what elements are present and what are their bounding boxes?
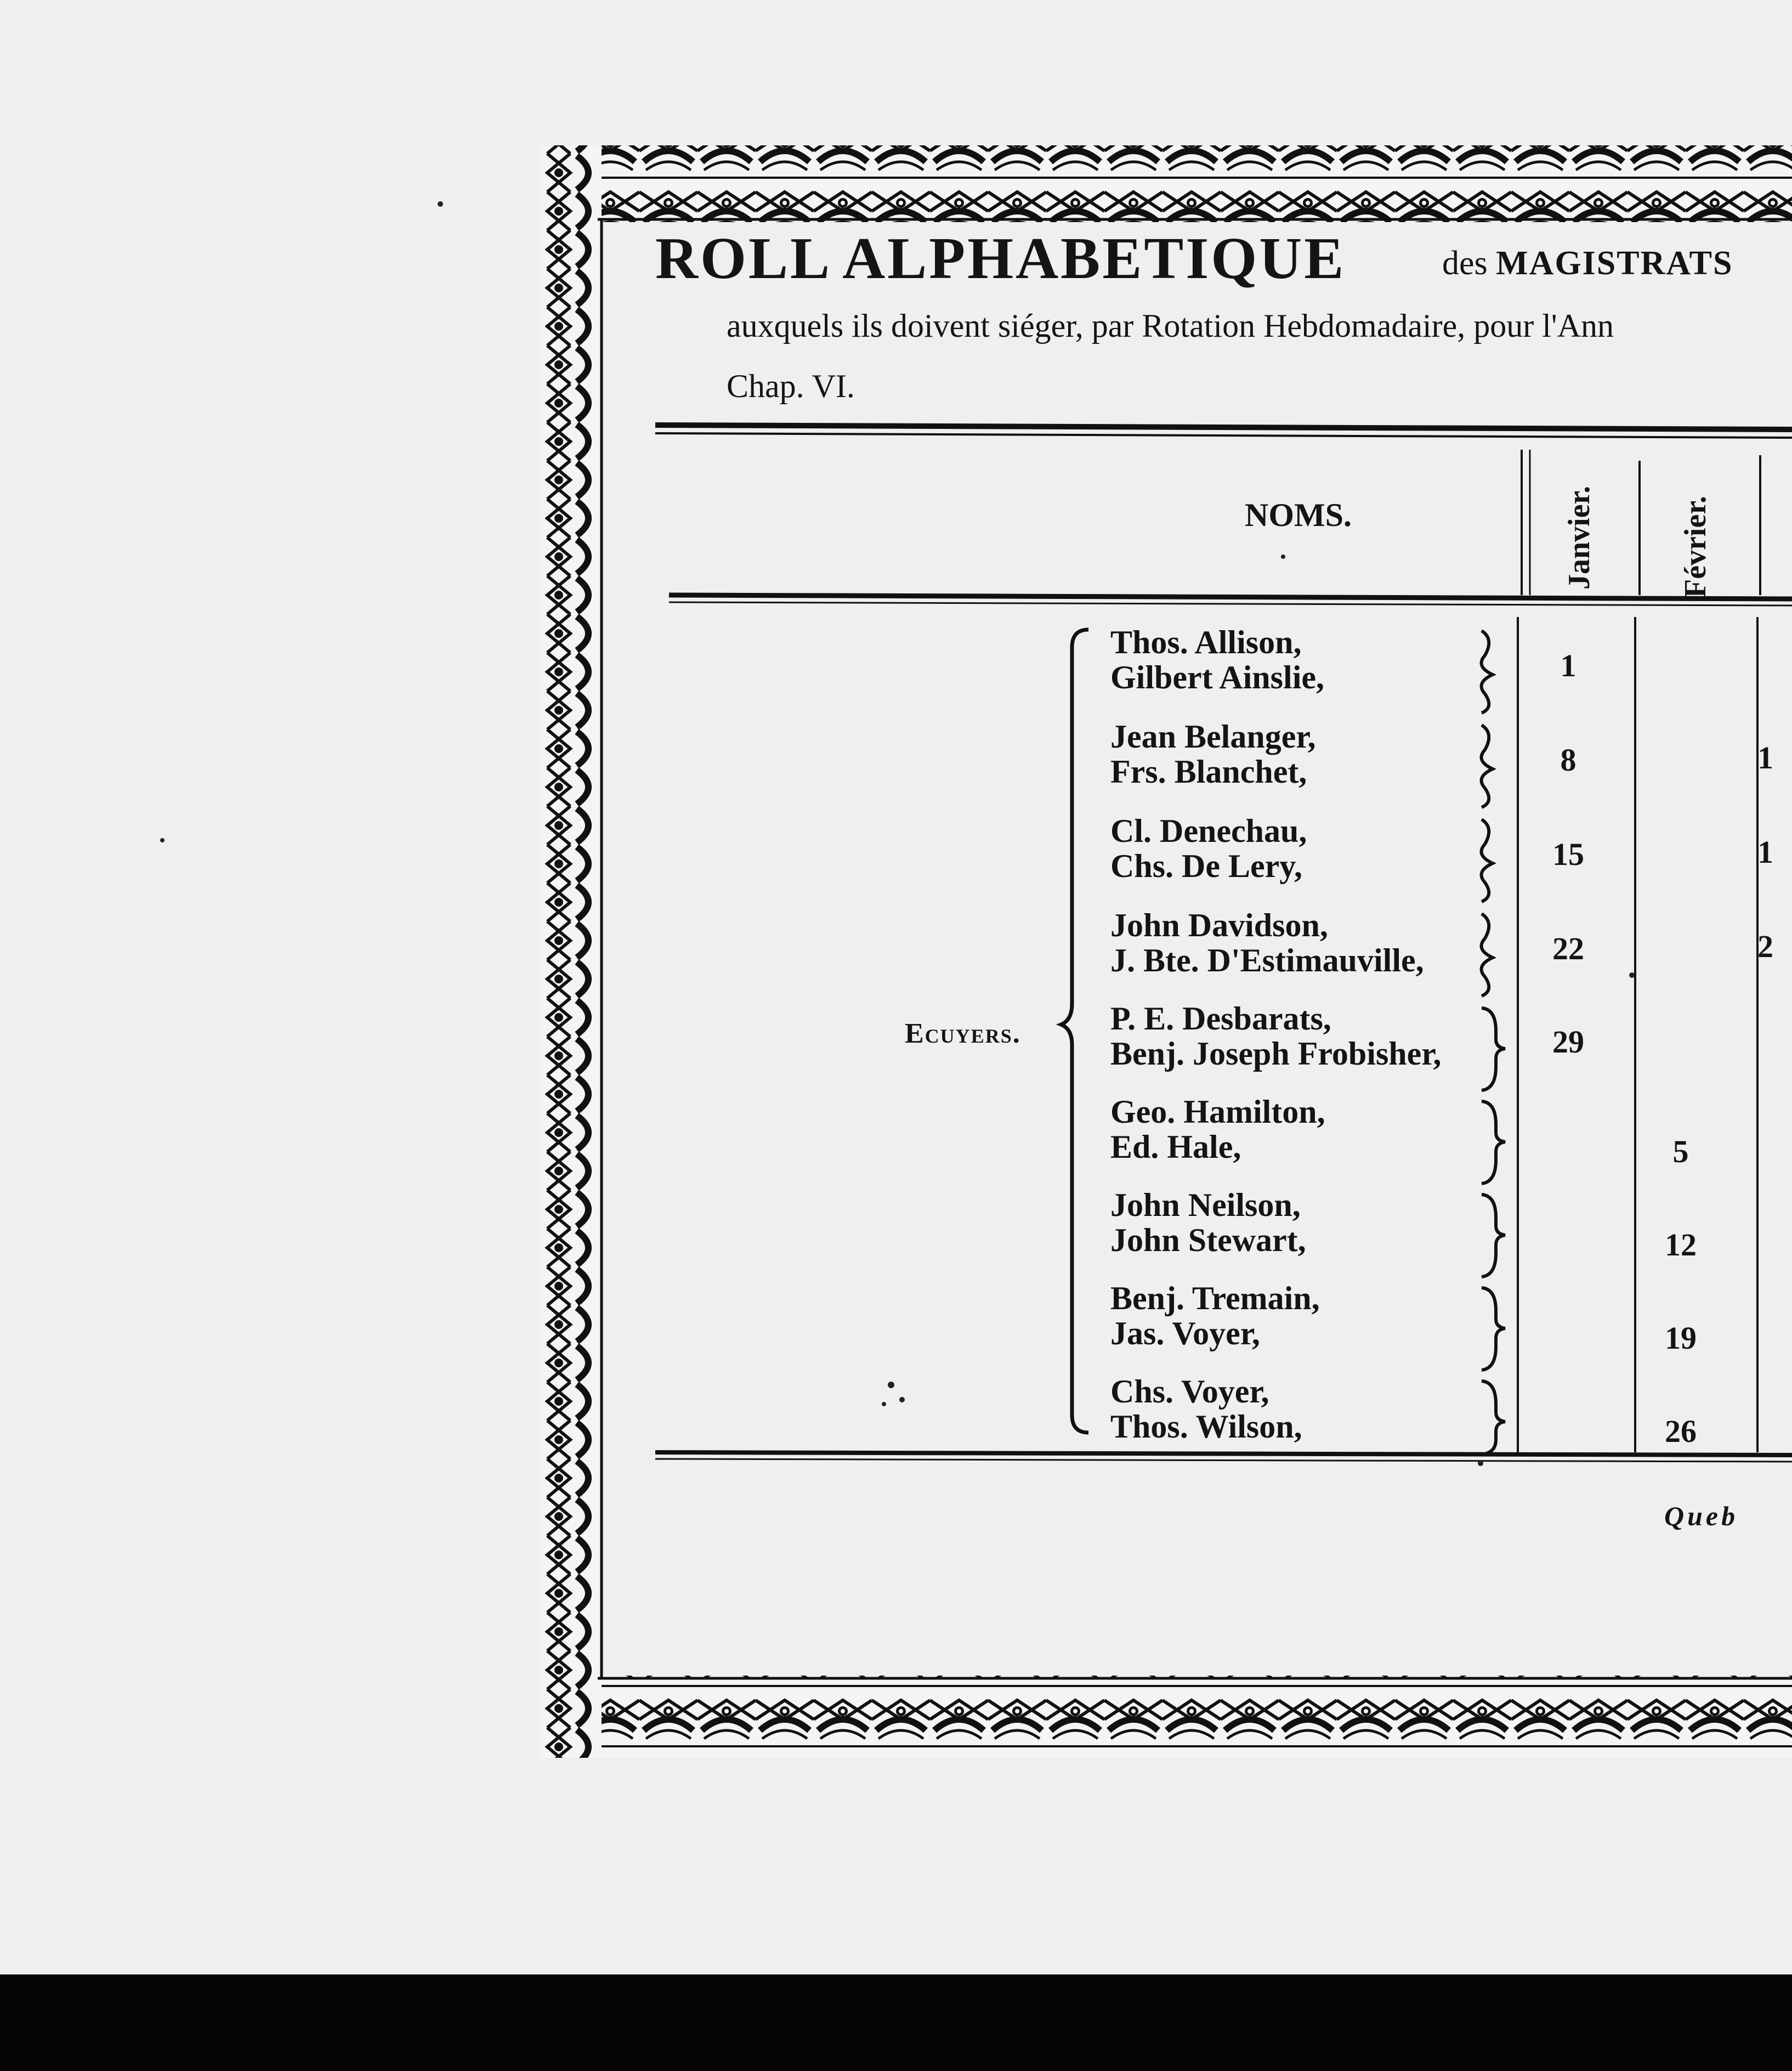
document-title: ROLL ALPHABETIQUE <box>655 226 1346 291</box>
scan-dark-margin <box>0 1974 1792 2071</box>
title-des: des <box>1442 245 1488 282</box>
group-label: Ecuyers. <box>905 1018 1021 1049</box>
entry-name-second: Benj. Joseph Frobisher, <box>1110 1036 1442 1072</box>
subtitle-line: auxquels ils doivent siéger, par Rotation Hebdomadaire, pour l'Ann <box>727 308 1614 344</box>
entry-name-second: Chs. De Lery, <box>1110 848 1302 884</box>
entry-name-second: Thos. Wilson, <box>1110 1408 1302 1445</box>
bottom-ornament-border <box>548 1676 1792 1758</box>
entry-janvier-day: 22 <box>1552 931 1584 966</box>
entry-name-second: Frs. Blanchet, <box>1110 754 1307 790</box>
group-brace <box>1061 630 1088 1433</box>
pair-braces <box>1482 631 1505 1453</box>
header-month-fevrier: Février. <box>1678 495 1712 598</box>
header-noms: NOMS. <box>1245 497 1352 533</box>
title-magistrats: MAGISTRATS <box>1496 245 1733 282</box>
entry-name-second: Ed. Hale, <box>1110 1129 1241 1165</box>
cut-column-value: 1 <box>1757 740 1773 776</box>
chapter-line: Chap. VI. <box>727 368 855 404</box>
cut-column-value: 2 <box>1757 929 1773 964</box>
entry-janvier-day: 8 <box>1560 742 1576 778</box>
entry-name-second: J. Bte. D'Estimauville, <box>1110 942 1424 978</box>
entry-name-first: Thos. Allison, <box>1110 624 1302 660</box>
top-ornament-border <box>548 145 1792 222</box>
entry-name-first: Jean Belanger, <box>1110 718 1316 755</box>
entry-janvier-day: 15 <box>1552 836 1584 872</box>
entry-name-first: Benj. Tremain, <box>1110 1280 1320 1316</box>
entry-name-second: John Stewart, <box>1110 1222 1306 1258</box>
left-ornament-border <box>540 145 602 1758</box>
entry-fevrier-day: 12 <box>1665 1227 1697 1263</box>
entry-name-first: John Neilson, <box>1110 1187 1301 1223</box>
entry-name-first: John Davidson, <box>1110 907 1328 943</box>
entry-name-first: Chs. Voyer, <box>1110 1373 1269 1410</box>
entry-fevrier-day: 26 <box>1665 1413 1697 1449</box>
footer-partial: Queb <box>1664 1501 1739 1531</box>
scan-specks <box>160 201 1635 1466</box>
entry-name-second: Jas. Voyer, <box>1110 1315 1260 1351</box>
entry-name-second: Gilbert Ainslie, <box>1110 659 1324 695</box>
entry-name-first: P. E. Desbarats, <box>1110 1000 1331 1037</box>
entry-janvier-day: 29 <box>1552 1024 1584 1060</box>
entry-janvier-day: 1 <box>1560 648 1576 683</box>
title-continuation <box>1442 244 1733 283</box>
entry-fevrier-day: 19 <box>1665 1320 1697 1356</box>
entry-name-first: Geo. Hamilton, <box>1110 1094 1325 1130</box>
cut-column-value: 1 <box>1757 834 1773 870</box>
header-month-janvier: Janvier. <box>1562 485 1596 590</box>
entry-fevrier-day: 5 <box>1672 1134 1689 1169</box>
entry-name-first: Cl. Denechau, <box>1110 813 1307 849</box>
